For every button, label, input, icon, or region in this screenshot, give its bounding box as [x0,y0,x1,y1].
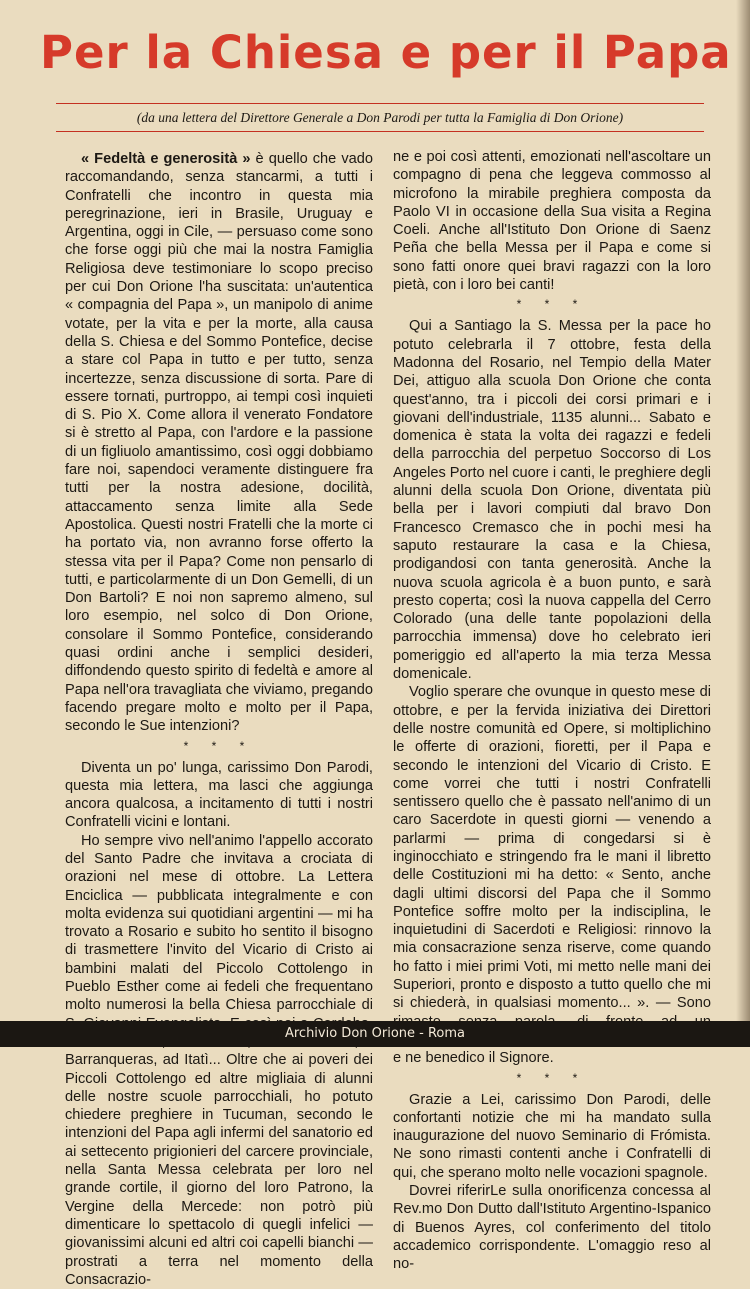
left-column [65,150,373,1289]
archive-label: Archivio Don Orione - Roma [284,1026,466,1041]
right-column [393,148,711,1274]
paragraph-text: è quello che vado raccomandando, senza stancarmi, a tutti i Confratelli che incontro in questa mia peregrinazione, ieri in Brasile, Uruguay e Argentina, oggi in Cile, — persuaso come sono che forse oggi più che mai la nostra Famiglia Religiosa deve testimoniare lo scopo preciso per cui Don Orione l'ha suscitata: un'autentica « compagnia del Papa », un manipolo di anime votate, per la vita e per la morte, alla causa della S. Chiesa e del Sommo Pontefice, decise a stare col Papa in tutto e per tutto, senza incertezze, senza discussione di sorta. Pare di essere tornati, purtroppo, ai tempi così inquieti di S. Pio X. Come allora il venerato Fondatore si è stretto al Papa, con l'ardore e la passione di un figliuolo amantissimo, così oggi dobbiamo fare noi, sapendoci veramente distinguere fra tutti per la nostra adesione, docilità, attaccamento senza limite alla Sede Apostolica. Questi nostri Fratelli che la morte ci ha portato via, non avranno forse offerto la stessa vita per il Papa? Come non pensarlo di tutti, e particolarmente di un Don Gemelli, di un Don Bartoli? E noi non sapremo almeno, sul loro esempio, nel solco di Don Orione, consolare il Sommo Pontefice, considerando quasi ordini anche i semplici desideri, diffondendo questo spirito di fedeltà e amore al Papa nell'ora travagliata che viviamo, pregando facendo pregare molto e molto per il Papa, secondo le Sue intenzioni? [65,151,373,735]
paragraph: Grazie a Lei, carissimo Don Parodi, delle confortanti notizie che mi ha mandato sulla inaugurazione del nuovo Seminario di Frómista. Ne sono rimasti contenti anche i Confratelli di qui, che sperano molto nelle vocazioni spagnole. [393,1091,711,1181]
archive-footer [0,1021,750,1047]
title-rule-top [56,103,704,104]
section-separator: * * * [516,1070,588,1085]
paragraph: Diventa un po' lunga, carissimo Don Parodi, questa mia lettera, ma lasci che aggiunga ancora qualcosa, a incitamento di tutti i nostri Confratelli vicini e lontani. [65,759,373,831]
paragraph: Dovrei riferirLe sulla onorificenza concessa al Rev.mo Don Dutto dall'Istituto Argentino-Ispanico di Buenos Ayres, col conferimento del titolo accademico corrispondente. L'omaggio reso al no- [393,1183,711,1273]
paragraph: Qui a Santiago la S. Messa per la pace ho potuto celebrarla il 7 ottobre, festa della Madonna del Rosario, nel Tempio della Mater Dei, attiguo alla scuola Don Orione che conta quest'anno, tra i piccoli dei corsi primari e i giovani dell'industriale, 1135 alunni... Sabato e domenica è stata la volta dei ragazzi e fedeli della parrocchia del perpetuo Soccorso di Los Angeles Porto nel cuore i canti, le preghiere degli alunni della scuola Don Orione, diventata più bella per i lavori compiuti dal bravo Don Francesco Cremasco che in pochi mesi ha saputo restaurare la casa e la Chiesa, prodigandosi con tanta generosità. Anche la nuova scuola agricola è a buon punto, e sarà presto coperta; così la nuova cappella del Cerro Colorado (una delle tante popolazioni della parrocchia immensa) dove ho celebrato ieri pomeriggio ed all'aperto la mia terza Messa domenicale. [393,318,712,683]
paragraph: Ho sempre vivo nell'animo l'appello accorato del Santo Padre che invitava a crociata di orazioni nel mese di ottobre. La Lettera Enciclica — pubblicata integralmente e con molta evidenza sui quotidiani argentini — mi ha trovato a Rosario e subito ho sentito il bisogno di trasmettere l'invito del Vicario di Cristo ai bambini malati del Piccolo Cottolengo in Pueblo Esther come ai fedeli che frequentano molto numerosi la bella Chiesa parrocchiale di Barranqueras, ad Itatì... Oltre che ai poveri dei Piccoli Cottolengo ed altre migliaia di alunni delle nostre scuole parrocchiali, ho potuto chiedere preghiere in Tucuman, secondo le intenzioni del Papa agli infermi del sanatorio ed ai settecento prigionieri del carcere provinciale, nella Santa Messa celebrata per loro nel grande cortile, il giorno del loro Patrono, la Vergine della Mercede: non potrò più dimenticare lo spettacolo di quegli infelici — giovanissimi alcuni ed altri coi capelli bianchi — prostrati a terra nel momento della Consacrazio- [65,832,373,1288]
article-title: Per la Chiesa e per il Papa [40,26,732,79]
page-edge-shadow [736,0,750,1047]
paragraph-lead: « Fedeltà e generosità » [81,151,251,167]
title-rule-bottom [56,131,704,132]
paragraph [65,150,373,736]
section-separator: * * * [183,738,255,753]
paragraph: Voglio sperare che ovunque in questo mese di ottobre, e per la fervida iniziativa dei Direttori delle nostre comunità ed Opere, si moltiplichino le offerte di orazioni, fioretti, per il Papa e secondo le intenzioni del Vicario di Cristo. E come vorrei che tutti i nostri Confratelli sentissero quello che è passato nell'animo di un caro Sacerdote in questi giorni — venendo a parlarmi — prima di congedarsi si è inginocchiato e stringendo fra le mani il libretto delle Costituzioni mi ha detto: « Sento, anche dagli ultimi discorsi del Papa che il Sommo Pontefice soffre molto per la indisciplina, le inquietudini di Sacerdoti e Religiosi: rinnovo la mia consacrazione senza riserve, come quando ho fatto i miei primi Voti, mi metto nelle mani dei Superiori, pronto e disposto a tutto quello che mi si chiederà, in qualsiasi momento... ». — Sono e ne benedico il Signore. [393,684,711,1067]
article-subtitle: (da una lettera del Direttore Generale a Don Parodi per tutta la Famiglia di Don Orione) [136,110,624,125]
paragraph: ne e poi così attenti, emozionati nell'ascoltare un compagno di pena che leggeva commosso al microfono la mirabile preghiera composta da Paolo VI in occasione della Sua visita a Regina Coeli. Anche all'Istituto Don Orione di Saenz Peña che bella Messa per il Papa e come si sono fatti onore quei bravi ragazzi con la loro pietà, con i loro bei canti! [393,149,711,294]
section-separator: * * * [516,297,588,312]
